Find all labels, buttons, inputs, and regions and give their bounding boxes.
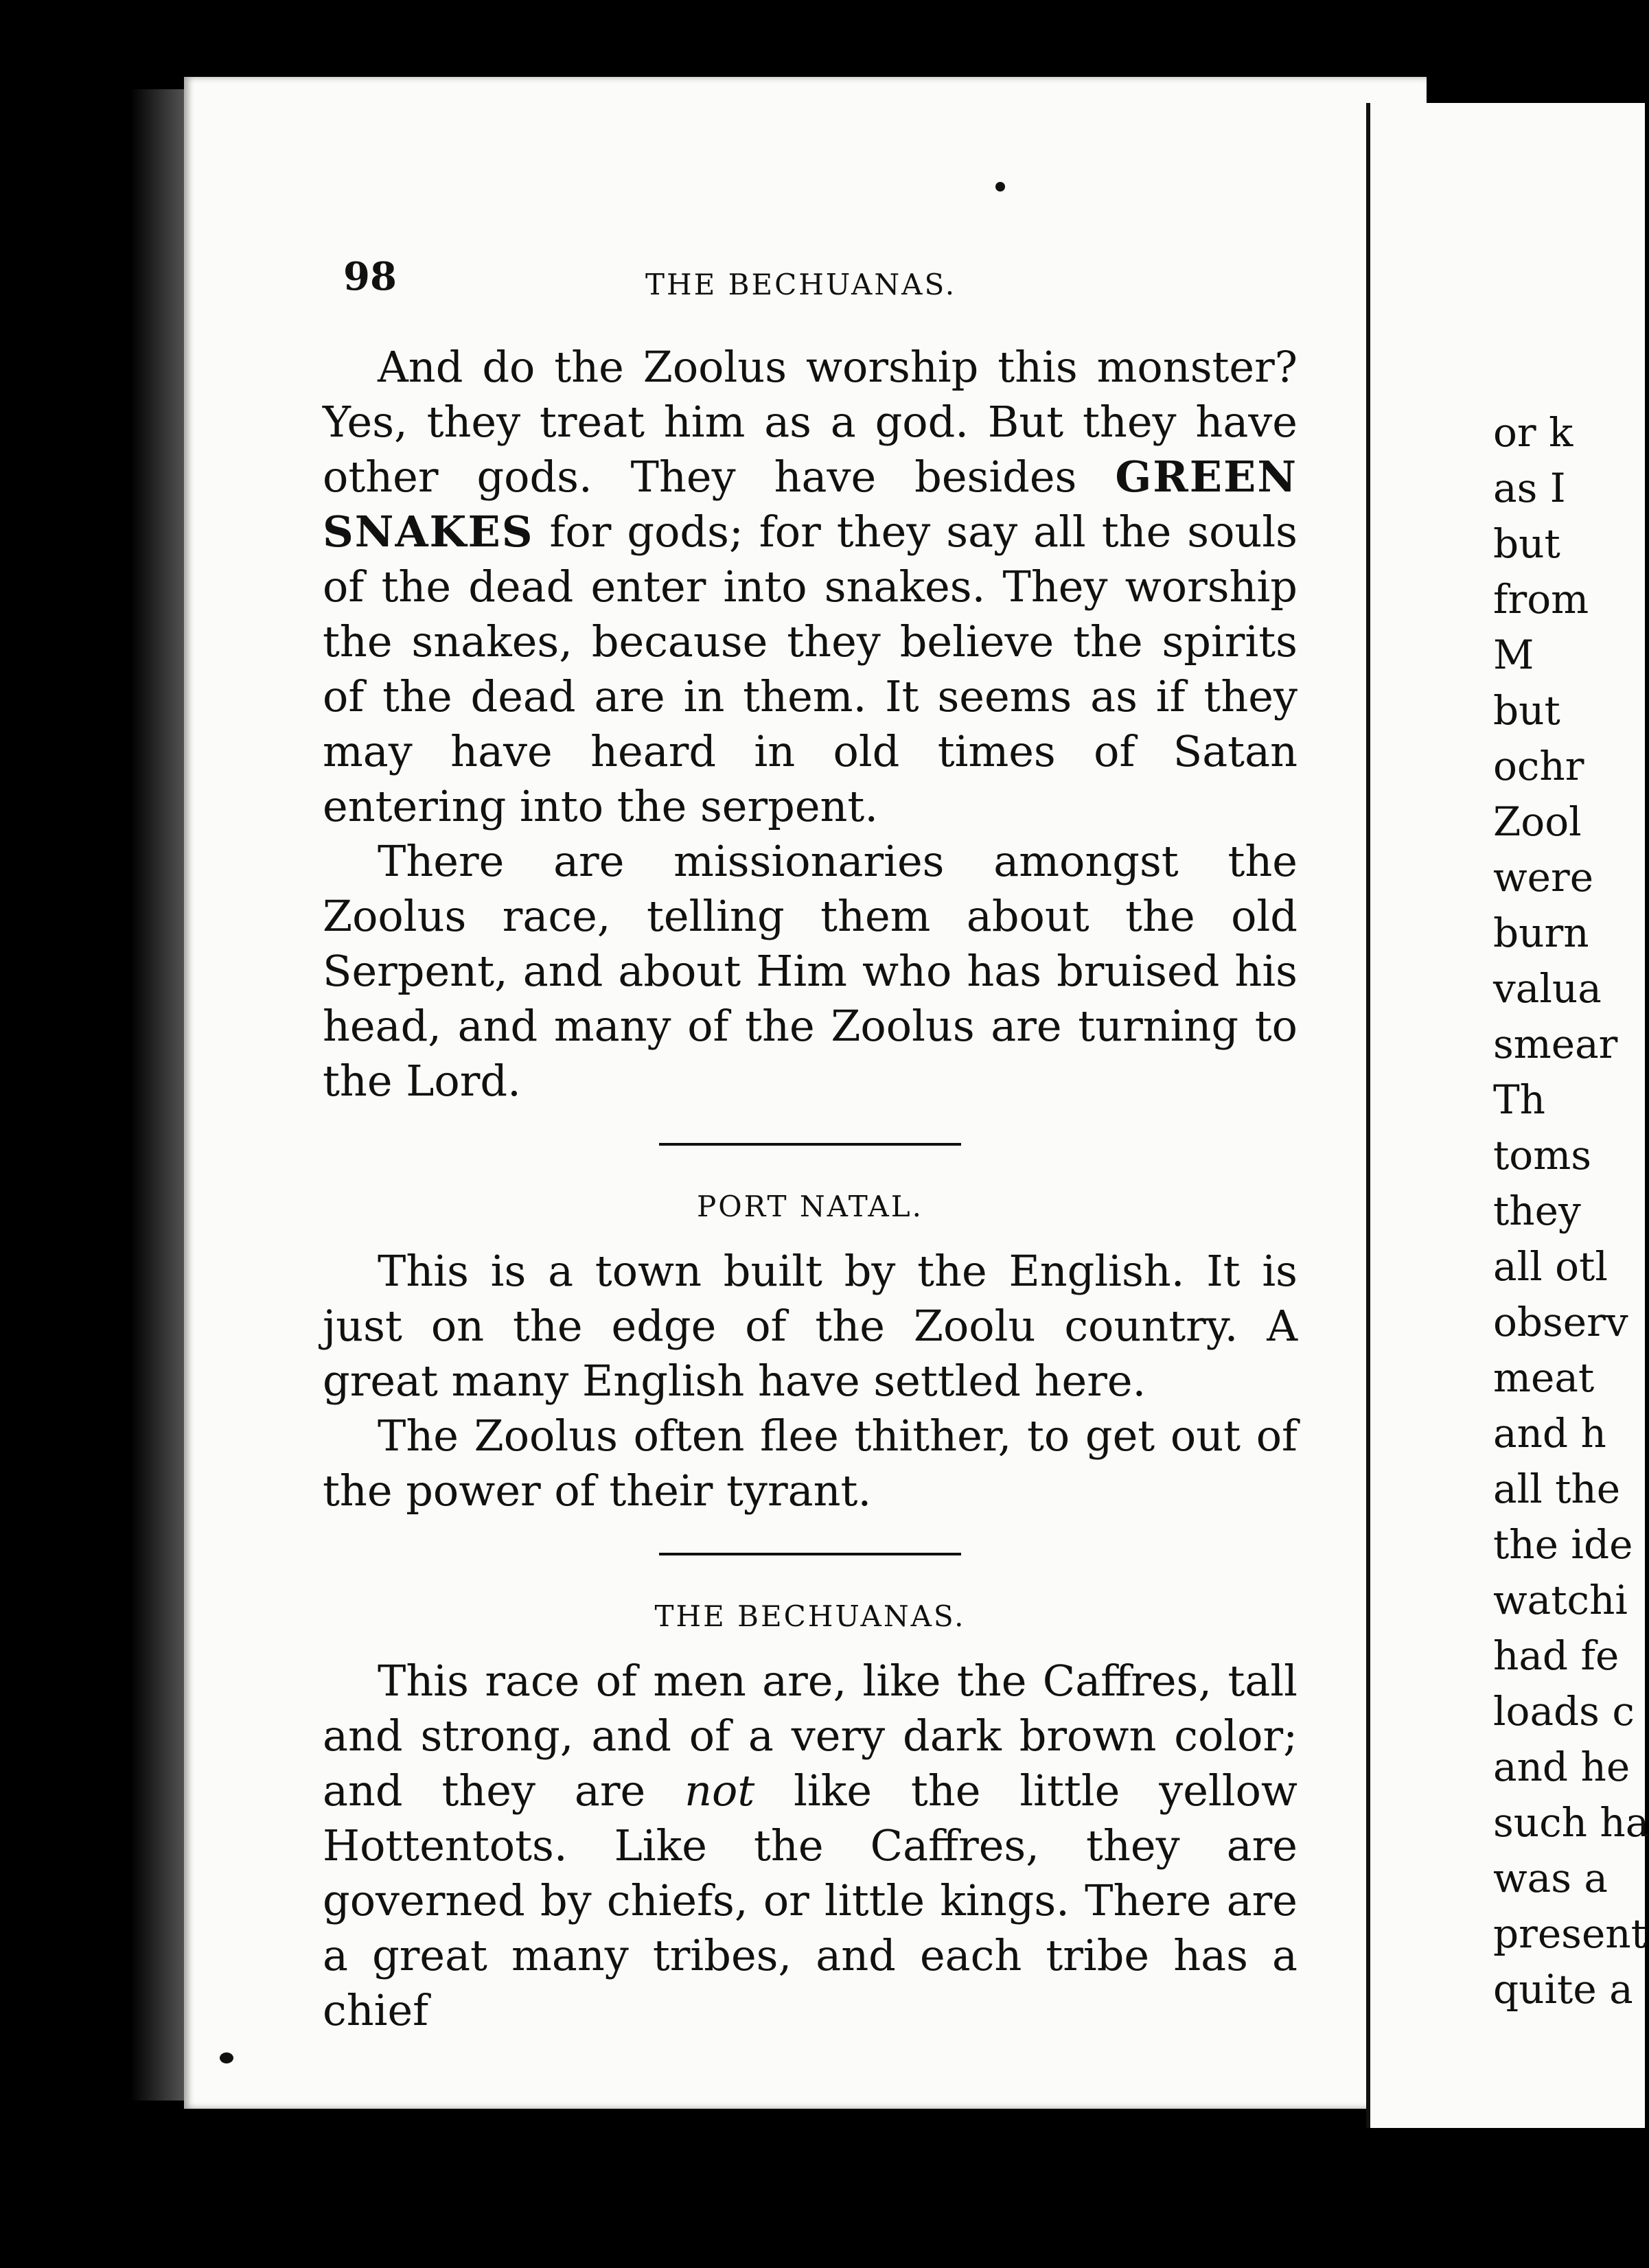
facing-page-line: was a [1493, 1855, 1608, 1901]
facing-page-line: had fe [1493, 1632, 1619, 1679]
facing-page-line: Th [1493, 1076, 1546, 1123]
facing-page-line: Zool [1493, 798, 1582, 845]
book-spine-shadow [130, 89, 185, 2101]
paragraph-text: This race of men are, like the Caffres, tall and strong, and of a very dark brown color; and they are [323, 1656, 1298, 1816]
facing-page-line: toms [1493, 1132, 1591, 1179]
paragraph-zoolus-worship [323, 340, 1298, 834]
paper-speck [995, 182, 1005, 192]
facing-page-line: from [1493, 576, 1589, 623]
facing-page-line: and he [1493, 1744, 1630, 1790]
heading-bechuanas: THE BECHUANAS. [654, 1599, 966, 1633]
facing-page-line: such ha [1493, 1799, 1649, 1846]
facing-page-line: were [1493, 854, 1594, 901]
emphasis-small-caps: GREEN SNAKES [323, 452, 1298, 557]
facing-page-line: the ide [1493, 1521, 1633, 1568]
facing-page-line: they [1493, 1188, 1581, 1234]
facing-page-line: quite a [1493, 1966, 1633, 2013]
facing-page-text-fragments [1493, 405, 1649, 2017]
facing-page-line: M [1493, 632, 1534, 678]
paragraph-text: for gods; for they say all the souls of the dead enter into snakes. They worship the snakes, because they believe the spirits of the dead are in them. It seems as if they may have heard in old times of Satan entering into the serpent. [323, 507, 1298, 831]
facing-page-line: all the [1493, 1466, 1621, 1512]
emphasis-italic: not [684, 1766, 755, 1816]
facing-page-line: valua [1493, 965, 1602, 1012]
heading-port-natal: PORT NATAL. [696, 1190, 923, 1223]
facing-page-line: ochr [1493, 743, 1584, 789]
facing-page-line: watchi [1493, 1577, 1628, 1623]
paper-speck [220, 2052, 233, 2063]
facing-page-line: observ [1493, 1299, 1628, 1345]
page-header [343, 254, 1030, 316]
facing-page-line: as I [1493, 465, 1566, 511]
paragraph-text: And do the Zoolus worship this monster? Yes, they treat him as a god. But they have other gods. They have besides [323, 342, 1298, 502]
paragraph-port-natal-flee: The Zoolus often flee thither, to get out of the power of their tyrant. [323, 1411, 1298, 1516]
paragraph-port-natal-town: This is a town built by the English. It is just on the edge of the Zoolu country. A great many English have settled here. [323, 1246, 1298, 1406]
running-title: THE BECHUANAS. [645, 268, 957, 301]
facing-page-line: smear [1493, 1021, 1618, 1067]
facing-page-line: and h [1493, 1410, 1606, 1457]
page-number: 98 [343, 254, 397, 299]
facing-page-line: meat [1493, 1354, 1595, 1401]
facing-page-line: but [1493, 687, 1560, 734]
facing-page-line: loads c [1493, 1688, 1635, 1735]
section-divider [659, 1553, 961, 1555]
main-text-block [323, 340, 1298, 2038]
facing-page-line: but [1493, 520, 1560, 567]
facing-page-line: present [1493, 1910, 1647, 1957]
facing-page-line: all otl [1493, 1243, 1608, 1290]
paragraph-bechuanas-race [323, 1654, 1298, 2038]
section-divider [659, 1143, 961, 1146]
facing-page-line: burn [1493, 910, 1589, 956]
paragraph-missionaries: There are missionaries amongst the Zoolus race, telling them about the old Serpent, and about Him who has bruised his head, and many of the Zoolus are turning to the Lord. [323, 836, 1298, 1106]
paragraph-text: like the little yellow Hottentots. Like the Caffres, they are governed by chiefs, or little kings. There are a great many tribes, and each tribe has a chief [323, 1766, 1298, 2035]
facing-page-line: or k [1493, 409, 1573, 456]
